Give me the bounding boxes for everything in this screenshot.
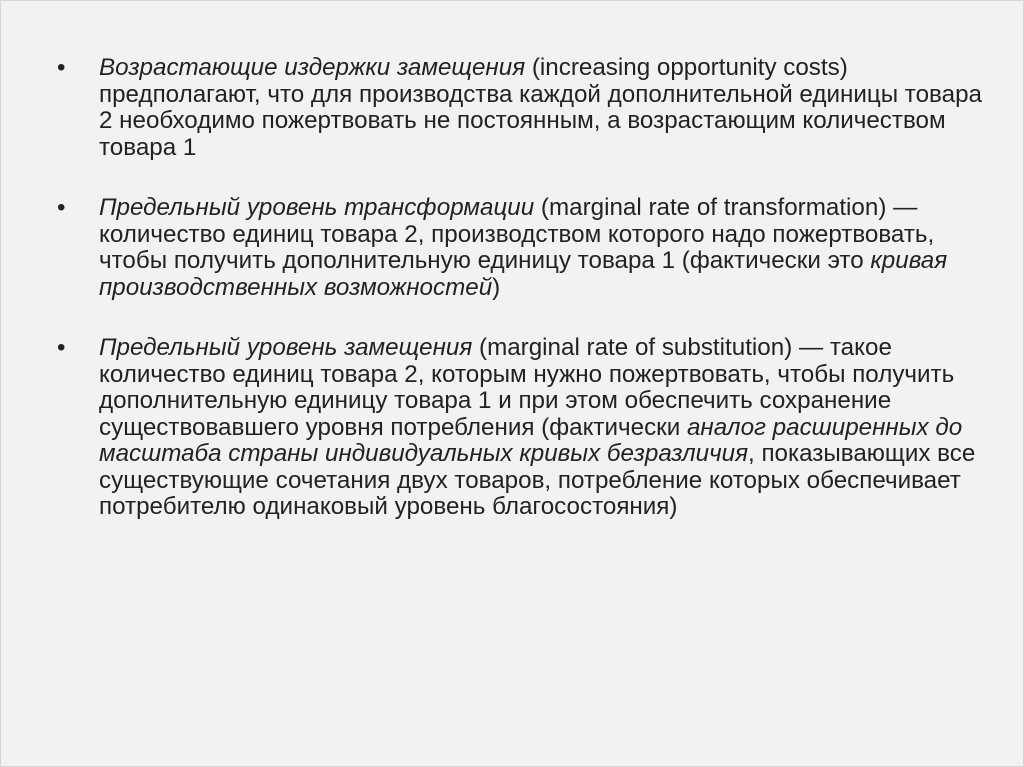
definition-text: (marginal rate of substitution) — такое количество единиц товара 2, которым нужно пожертвовать, чтобы получить дополнительную единицу товара 1 и при этом обеспечить сохранение существовавшего уровня потребления (фактически [99, 334, 955, 441]
bullet-item-increasing-opportunity-costs [53, 55, 993, 161]
bullet-item-marginal-rate-of-substitution [53, 335, 993, 521]
bullet-dot-icon: • [57, 194, 66, 221]
closing-paren: ) [492, 273, 501, 301]
bullet-dot-icon: • [57, 54, 66, 81]
term-substitution: Предельный уровень замещения [99, 334, 473, 361]
bullet-list [53, 55, 993, 555]
bullet-dot-icon: • [57, 334, 66, 361]
bullet-text [99, 335, 993, 521]
definition-text: (increasing opportunity costs) предполагают, что для производства каждой дополнительной единицы товара 2 необходимо пожертвовать не постоянным, а возрастающим количеством товара 1 [99, 54, 982, 161]
definition-text: (marginal rate of transformation) — количество единиц товара 2, производством которого надо пожертвовать, чтобы получить дополнительную единицу товара 1 (фактически это [99, 194, 935, 274]
bullet-text [99, 195, 993, 301]
term-increasing-costs: Возрастающие издержки замещения [99, 54, 526, 81]
term-transformation: Предельный уровень трансформации [99, 194, 535, 221]
bullet-text [99, 55, 993, 161]
term-indifference-curves: аналог расширенных до масштаба страны индивидуальных кривых безразличия [99, 413, 963, 467]
bullet-item-marginal-rate-of-transformation [53, 195, 993, 301]
term-ppf: кривая производственных возможностей [99, 247, 948, 301]
definition-tail-text: , показывающих все существующие сочетания двух товаров, потребление которых обеспечивает потребителю одинаковый уровень благосостояния) [99, 440, 976, 520]
